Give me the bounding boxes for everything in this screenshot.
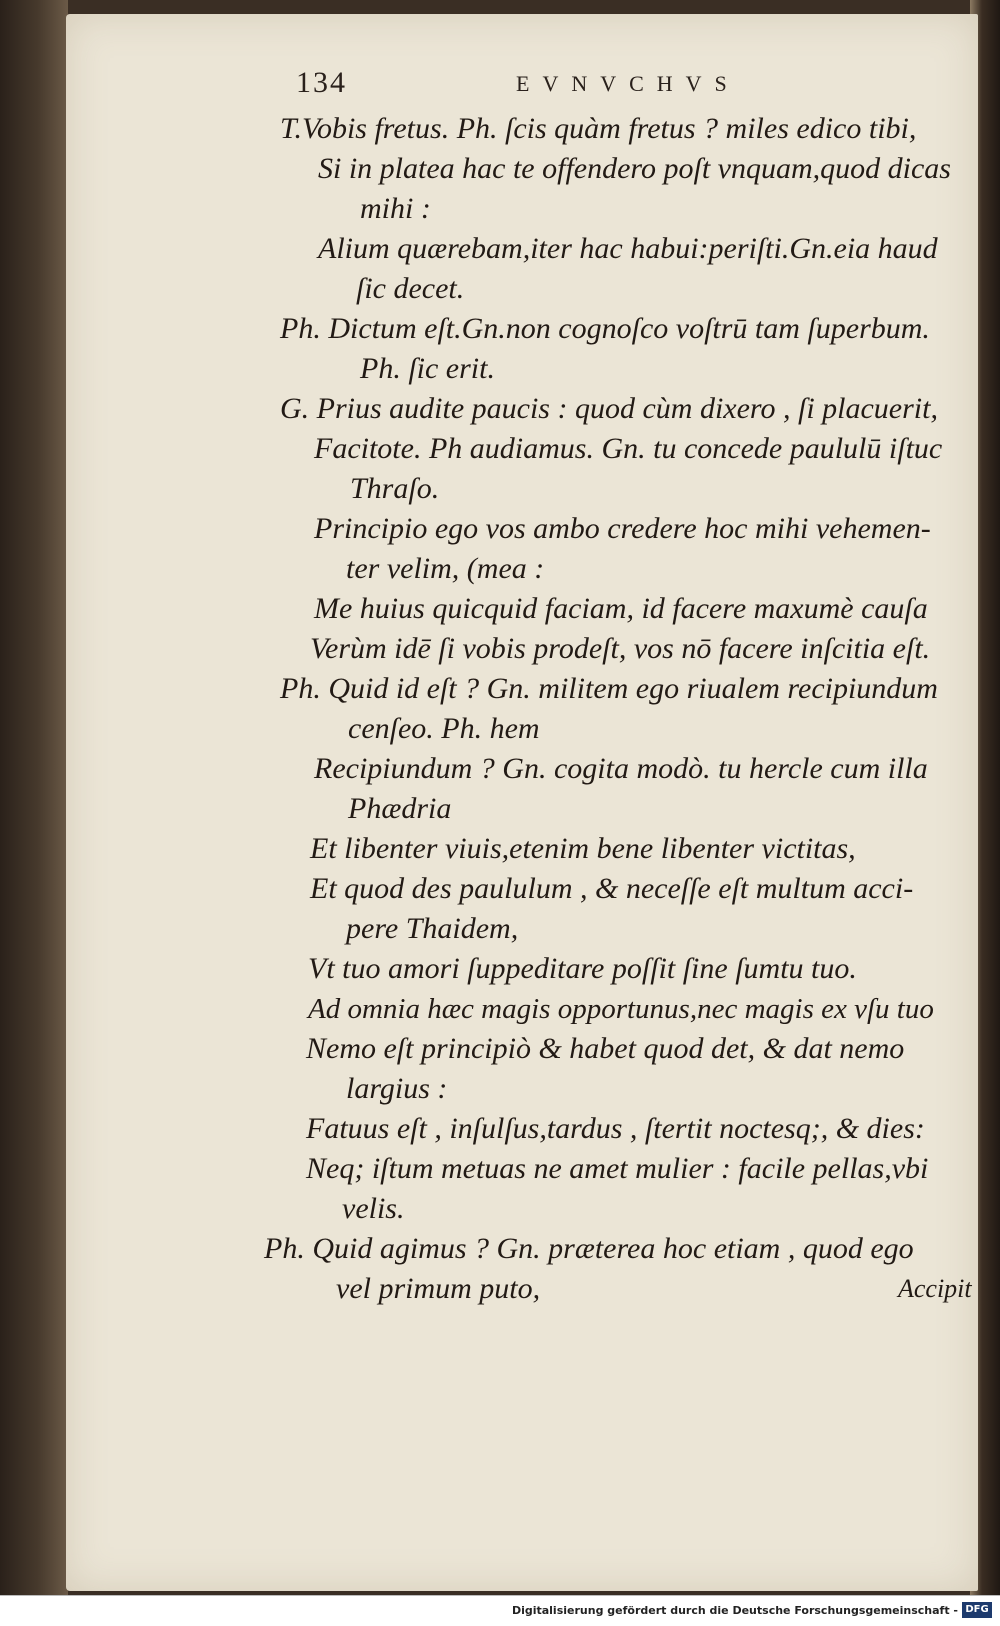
text-line: Alium quærebam,iter hac habui:periſti.Gn.eia haud	[318, 232, 938, 265]
text-line: Recipiundum ? Gn. cogita modò. tu hercle cum illa	[314, 752, 928, 785]
book-page	[66, 14, 978, 1591]
text-line: ſic decet.	[356, 272, 465, 305]
text-line: Facitote. Ph audiamus. Gn. tu concede paululū iſtuc	[314, 432, 943, 465]
text-line: G. Prius audite paucis : quod cùm dixero , ſi placuerit,	[280, 392, 938, 425]
catchword: Accipit	[898, 1274, 972, 1303]
text-line: mihi :	[360, 192, 431, 225]
text-line: ter velim, (mea :	[346, 552, 545, 585]
text-line: Et libenter viuis,etenim bene libenter victitas,	[310, 832, 856, 865]
text-line: Principio ego vos ambo credere hoc mihi vehemen-	[314, 512, 931, 545]
text-line: Verùm idē ſi vobis prodeſt, vos nō facere inſcitia eſt.	[310, 632, 931, 665]
text-line: Neq; iſtum metuas ne amet mulier : facile pellas,vbi	[306, 1152, 929, 1185]
text-line: Si in platea hac te offendero poſt vnquam,quod dicas	[318, 152, 951, 185]
text-line: Ph. Quid id eſt ? Gn. militem ego riualem recipiundum	[280, 672, 938, 705]
funding-credit: Digitalisierung gefördert durch die Deutsche Forschungsgemeinschaft -	[511, 1604, 958, 1617]
book-left-edge	[0, 0, 68, 1625]
dfg-logo-icon: DFG	[962, 1602, 992, 1618]
text-line: Nemo eſt principiò & habet quod det, & dat nemo	[306, 1032, 905, 1065]
page-header	[66, 66, 978, 106]
text-line: Fatuus eſt , inſulſus,tardus , ſtertit noctesq;, & dies:	[306, 1112, 925, 1145]
text-line: Phædria	[348, 792, 452, 825]
text-line: Ph. Dictum eſt.Gn.non cognoſco voſtrū tam ſuperbum.	[280, 312, 930, 345]
text-line: Vt tuo amori ſuppeditare poſſit ſine ſumtu tuo.	[308, 952, 857, 985]
running-title: EVNVCHVS	[516, 71, 740, 96]
text-line: cenſeo. Ph. hem	[348, 712, 540, 745]
text-line: Ph. ſic erit.	[360, 352, 495, 385]
text-line: Ad omnia hæc magis opportunus,nec magis ex vſu tuo	[308, 993, 934, 1025]
text-line: vel primum puto,	[336, 1272, 541, 1305]
digitization-footer	[0, 1595, 1000, 1626]
text-line: T.Vobis fretus. Ph. ſcis quàm fretus ? miles edico tibi,	[280, 112, 917, 145]
text-line: Ph. Quid agimus ? Gn. præterea hoc etiam , quod ego	[264, 1232, 914, 1265]
page-number: 134	[296, 66, 347, 99]
text-line: Thraſo.	[350, 472, 440, 505]
text-line: largius :	[346, 1072, 448, 1105]
text-line: pere Thaidem,	[346, 912, 519, 945]
text-line: velis.	[342, 1192, 405, 1225]
text-line: Me huius quicquid faciam, id facere maxumè cauſa	[314, 592, 928, 625]
text-line: Et quod des paululum , & neceſſe eſt multum acci-	[310, 872, 914, 905]
